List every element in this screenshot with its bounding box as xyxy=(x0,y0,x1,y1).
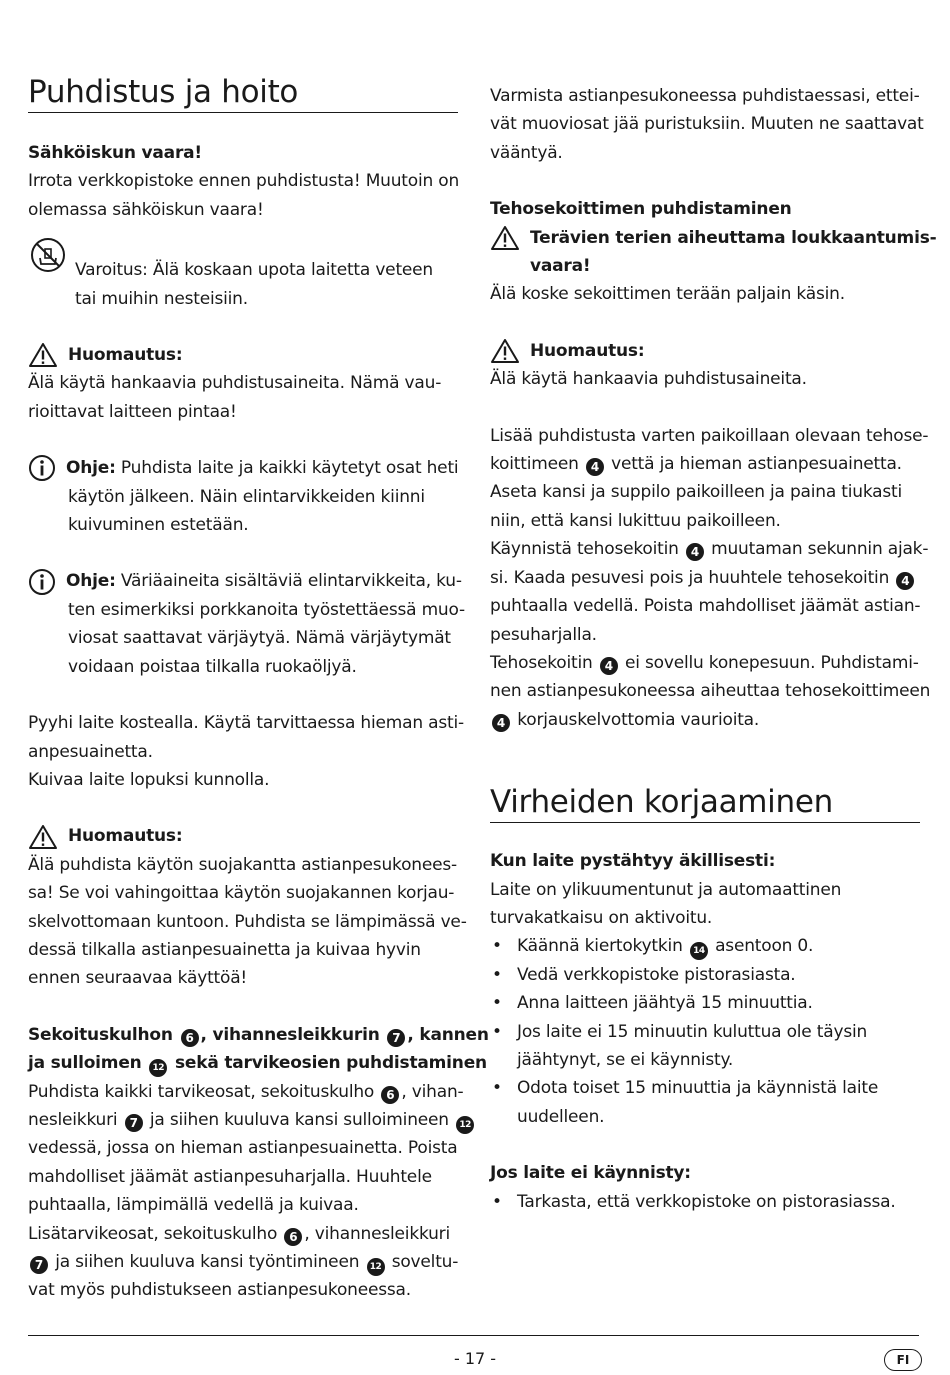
no-immersion-icon xyxy=(29,236,67,274)
list-item: • Käännä kiertokytkin 14 asentoon 0. xyxy=(490,932,920,960)
text-line: ennen seuraavaa käyttöä! xyxy=(28,968,248,989)
list-item: • Jos laite ei 15 minuutin kuluttua ole täysin xyxy=(490,1018,920,1046)
text-line: pesuharjalla. xyxy=(490,624,597,645)
text-line: turvakatkaisu on aktivoitu. xyxy=(490,907,713,928)
note-heading xyxy=(28,341,458,369)
language-badge: FI xyxy=(884,1349,922,1371)
text-line: Aseta kansi ja suppilo paikoilleen ja paina tiukasti xyxy=(490,482,903,503)
text-line: viosat saattavat värjäytyä. Nämä värjäytymät xyxy=(68,628,451,649)
list-item: • Vedä verkkopistoke pistorasiasta. xyxy=(490,961,920,989)
tip-label: Ohje: xyxy=(66,571,116,592)
section-title-text: Virheiden korjaaminen xyxy=(490,784,833,821)
warning-icon xyxy=(490,338,520,364)
text-line: mahdolliset jäämät astianpesuharjalla. Huuhtele xyxy=(28,1166,432,1187)
ref-badge: 7 xyxy=(125,1114,143,1132)
tip-heading xyxy=(28,454,458,482)
text-line: nesleikkuri 7 ja siihen kuuluva kansi sulloimineen 12 xyxy=(28,1106,458,1134)
text-line: olemassa sähköiskun vaara! xyxy=(28,199,264,220)
ref-badge: 7 xyxy=(387,1029,405,1047)
accessories-heading: Sekoituskulhon 6 , vihannesleikkurin 7 , kannen xyxy=(28,1024,489,1045)
ref-badge: 4 xyxy=(896,572,914,590)
page-number: - 17 - xyxy=(453,1349,497,1368)
text-line: Älä käytä hankaavia puhdistusaineita. Nämä vau- xyxy=(28,373,442,394)
text-line: 7 ja siihen kuuluva kansi työntimineen 12 soveltu- xyxy=(28,1248,458,1276)
immersion-warning xyxy=(28,244,458,313)
ref-badge: 14 xyxy=(690,942,708,960)
accessories-heading: ja sulloimen 12 sekä tarvikeosien puhdistaminen xyxy=(28,1049,458,1077)
text-line: Lisätarvikeosat, sekoituskulho 6 , vihannesleikkuri xyxy=(28,1223,450,1244)
text-line: voidaan poistaa tilkalla ruokaöljyä. xyxy=(68,656,357,677)
stop-heading: Kun laite pystähtyy äkillisesti: xyxy=(490,851,776,872)
text-line: Varoitus: Älä koskaan upota laitetta veteen xyxy=(75,260,433,281)
blade-warning xyxy=(490,224,937,252)
text-line: Älä käytä hankaavia puhdistusaineita. xyxy=(490,369,807,390)
text-line: Irrota verkkopistoke ennen puhdistusta! Muutoin on xyxy=(28,171,460,192)
text-line: tai muihin nesteisiin. xyxy=(75,288,248,309)
text-line: jäähtynyt, se ei käynnisty. xyxy=(517,1049,734,1070)
text-line: nen astianpesukoneessa aiheuttaa tehosekoittimeen xyxy=(490,681,931,702)
text-line: kuivuminen estetään. xyxy=(68,515,249,536)
note-label: Huomautus: xyxy=(530,340,645,361)
text-line: puhtaalla vedellä. Poista mahdolliset jäämät astian- xyxy=(490,596,921,617)
warning-icon xyxy=(28,824,58,850)
section-title-troubleshooting xyxy=(490,782,920,823)
text-span: Puhdista laite ja kaikki käytetyt osat heti xyxy=(115,458,459,479)
text-line: vät muoviosat jää puristuksiin. Muuten ne saattavat xyxy=(490,114,924,135)
text-line: vedessä, jossa on hieman astianpesuainetta. Poista xyxy=(28,1138,458,1159)
text-line: vääntyä. xyxy=(490,142,563,163)
ref-badge: 6 xyxy=(181,1029,199,1047)
right-column xyxy=(490,0,937,1216)
text-line: anpesuainetta. xyxy=(28,741,153,762)
text-line: Lisää puhdistusta varten paikoillaan olevaan tehose- xyxy=(490,425,929,446)
list-item: • Anna laitteen jäähtyä 15 minuuttia. xyxy=(490,989,920,1017)
text-line: Kuivaa laite lopuksi kunnolla. xyxy=(28,769,270,790)
blender-heading: Tehosekoittimen puhdistaminen xyxy=(490,199,792,220)
warning-icon xyxy=(28,342,58,368)
warning-text: vaara! xyxy=(530,256,591,277)
note-heading xyxy=(28,822,458,850)
warning-icon xyxy=(490,225,520,251)
ref-badge: 7 xyxy=(30,1256,48,1274)
text-line: Laite on ylikuumentunut ja automaattinen xyxy=(490,879,842,900)
text-line: 4 korjauskelvottomia vaurioita. xyxy=(490,706,920,734)
ref-badge: 12 xyxy=(456,1116,474,1134)
list-item: • Odota toiset 15 minuuttia ja käynnistä laite xyxy=(490,1074,920,1102)
shock-heading: Sähköiskun vaara! xyxy=(28,143,202,163)
text-line: Älä koske sekoittimen terään paljain käsin. xyxy=(490,284,845,305)
text-line: Pyyhi laite kostealla. Käytä tarvittaessa hieman asti- xyxy=(28,713,464,734)
info-icon xyxy=(28,568,56,596)
text-line: koittimeen 4 vettä ja hieman astianpesuainetta. xyxy=(490,454,902,475)
warning-text: Terävien terien aiheuttama loukkaantumis- xyxy=(530,227,937,248)
ref-badge: 4 xyxy=(600,657,618,675)
text-span: Väriäaineita sisältäviä elintarvikkeita, ku- xyxy=(115,571,462,592)
text-line: Varmista astianpesukoneessa puhdistaessasi, ettei- xyxy=(490,86,920,106)
text-line: skelvottomaan kuntoon. Puhdista se lämpimässä ve- xyxy=(28,911,467,932)
text-line: ten esimerkiksi porkkanoita työstettäessä muo- xyxy=(68,599,465,620)
ref-badge: 4 xyxy=(586,458,604,476)
text-line: uudelleen. xyxy=(517,1106,605,1127)
text-line: niin, että kansi lukittuu paikoilleen. xyxy=(490,510,781,531)
text-line: Älä puhdista käytön suojakantta astianpesukonees- xyxy=(28,854,457,875)
ref-badge: 4 xyxy=(492,714,510,732)
text-line: sa! Se voi vahingoittaa käytön suojakannen korjau- xyxy=(28,883,455,904)
info-icon xyxy=(28,454,56,482)
list-item: • Tarkasta, että verkkopistoke on pistorasiassa. xyxy=(490,1188,920,1216)
ref-badge: 12 xyxy=(367,1258,385,1276)
text-line: puhtaalla, lämpimällä vedellä ja kuivaa. xyxy=(28,1195,359,1216)
text-line: Tehosekoitin 4 ei sovellu konepesuun. Puhdistami- xyxy=(490,652,919,673)
note-heading xyxy=(490,337,920,365)
text-line: rioittavat laitteen pintaa! xyxy=(28,401,237,422)
left-column xyxy=(28,0,489,1305)
ref-badge: 6 xyxy=(381,1086,399,1104)
tip-label: Ohje: xyxy=(66,458,116,479)
text-line: Käynnistä tehosekoitin 4 muutaman sekunnin ajak- xyxy=(490,539,929,560)
text-line: dessä tilkalla astianpesuainetta ja kuivaa hyvin xyxy=(28,939,421,960)
ref-badge: 4 xyxy=(686,543,704,561)
text-line: si. Kaada pesuvesi pois ja huuhtele tehosekoitin 4 xyxy=(490,564,920,592)
text-line: Puhdista kaikki tarvikeosat, sekoituskulho 6 , vihan- xyxy=(28,1081,464,1102)
note-label: Huomautus: xyxy=(68,826,183,847)
ref-badge: 12 xyxy=(149,1059,167,1077)
ref-badge: 6 xyxy=(284,1228,302,1246)
note-label: Huomautus: xyxy=(68,345,183,366)
footer-rule xyxy=(28,1335,919,1336)
text-line: vat myös puhdistukseen astianpesukoneessa. xyxy=(28,1280,411,1301)
section-title-cleaning xyxy=(28,72,458,113)
nostart-heading: Jos laite ei käynnisty: xyxy=(490,1163,691,1184)
tip-heading xyxy=(28,567,462,595)
section-title-text: Puhdistus ja hoito xyxy=(28,74,299,110)
text-line: käytön jälkeen. Näin elintarvikkeiden kiinni xyxy=(68,486,425,507)
